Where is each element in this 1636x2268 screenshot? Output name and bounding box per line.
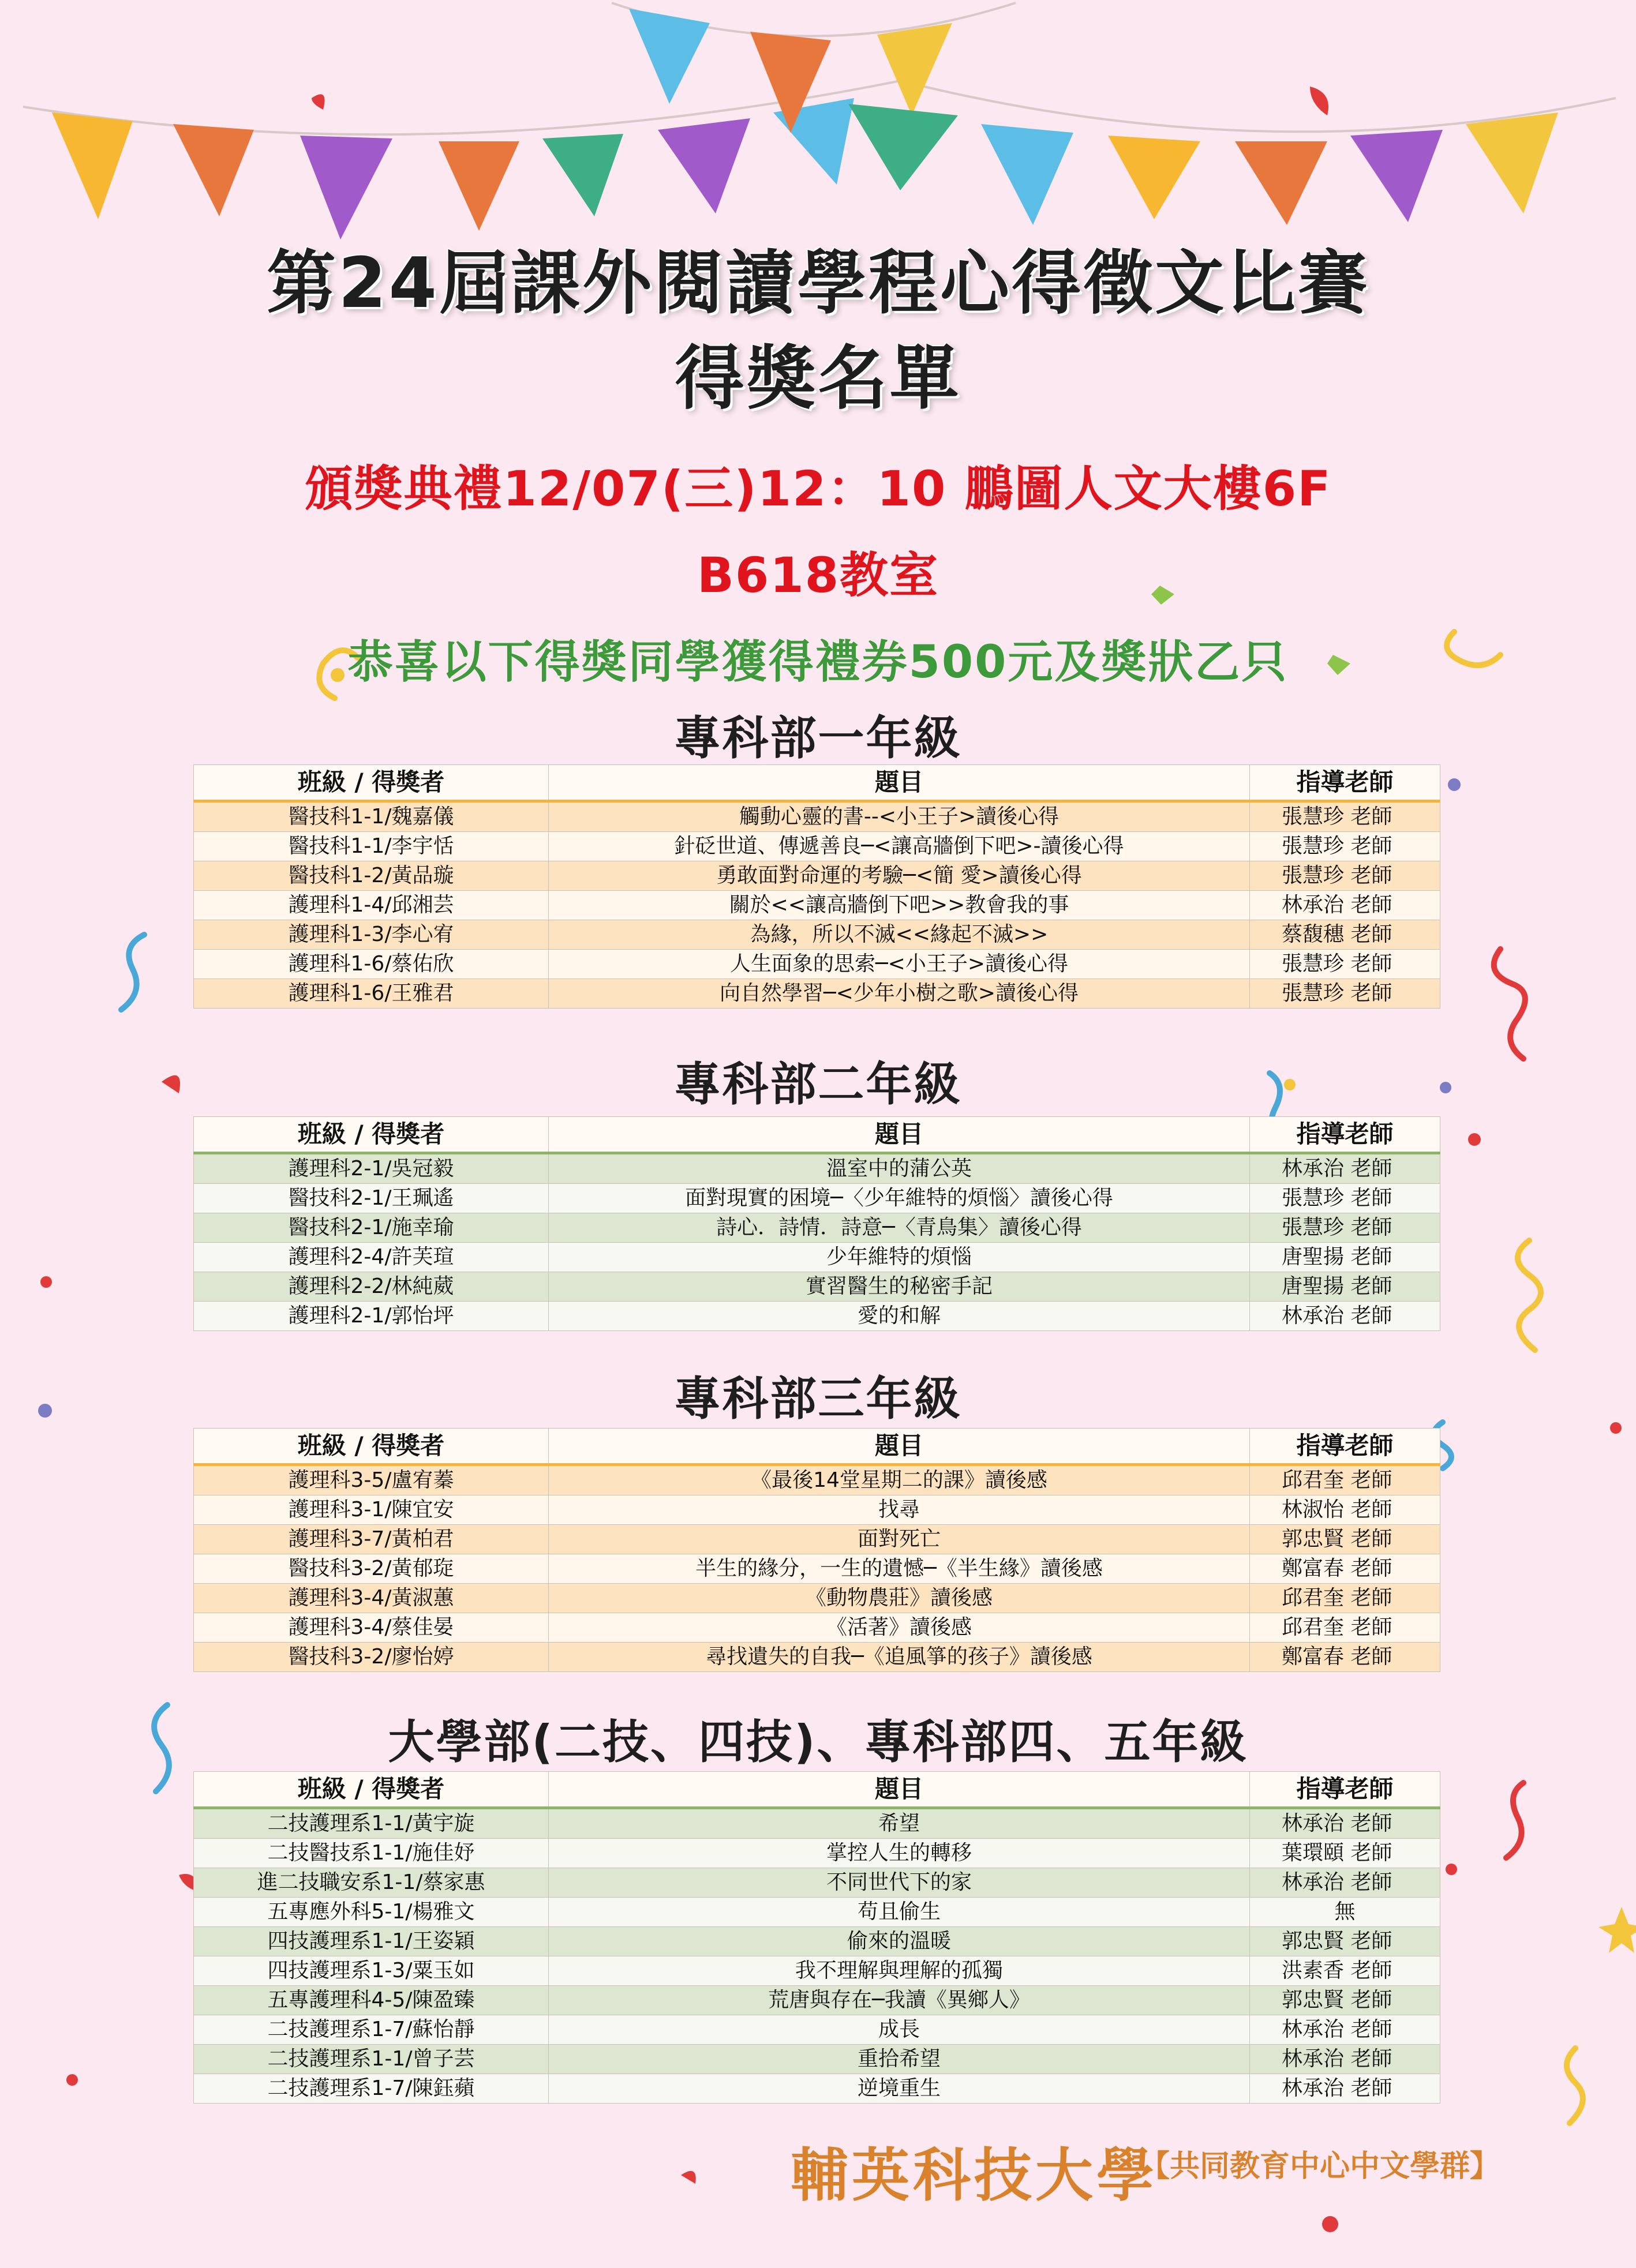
teacher-cell: 郭忠賢 老師 <box>1250 1986 1440 2015</box>
bunting-flag <box>1466 113 1558 213</box>
bunting-flag <box>300 136 392 239</box>
teacher-cell: 蔡馥穗 老師 <box>1250 920 1440 950</box>
header-topic: 題目 <box>549 1772 1250 1808</box>
student-cell: 醫技科2-1/施幸瑜 <box>194 1213 549 1243</box>
topic-cell: 苟且偷生 <box>549 1898 1250 1927</box>
teacher-cell: 邱君奎 老師 <box>1250 1613 1440 1643</box>
teacher-cell: 張慧珍 老師 <box>1250 832 1440 861</box>
bunting-flag <box>877 23 952 115</box>
topic-cell: 為緣，所以不滅<<緣起不滅>> <box>549 920 1250 950</box>
topic-cell: 不同世代下的家 <box>549 1868 1250 1898</box>
bunting-flag <box>1108 136 1200 219</box>
department-name: 【共同教育中心中文學群】 <box>1140 2149 1500 2184</box>
table-row <box>194 832 1440 861</box>
page-subtitle: 得獎名單 <box>675 339 961 419</box>
award-table <box>193 1771 1440 2104</box>
header-student: 班級 / 得獎者 <box>194 1772 549 1808</box>
table-row <box>194 1213 1440 1243</box>
bunting-flag <box>981 124 1073 225</box>
teacher-cell: 林承治 老師 <box>1250 1302 1440 1331</box>
student-cell: 四技護理系1-3/粟玉如 <box>194 1956 549 1986</box>
student-cell: 護理科1-6/王雅君 <box>194 979 549 1009</box>
table-row <box>194 1927 1440 1956</box>
student-cell: 醫技科2-1/王珮遙 <box>194 1184 549 1213</box>
topic-cell: 面對現實的困境─〈少年維特的煩惱〉讀後心得 <box>549 1184 1250 1213</box>
student-cell: 進二技職安系1-1/蔡家惠 <box>194 1868 549 1898</box>
section-title: 專科部一年級 <box>674 711 962 765</box>
bunting-flag <box>629 9 710 104</box>
topic-cell: 成長 <box>549 2015 1250 2045</box>
teacher-cell: 張慧珍 老師 <box>1250 979 1440 1009</box>
topic-cell: 向自然學習─<少年小樹之歌>讀後心得 <box>549 979 1250 1009</box>
student-cell: 護理科2-2/林純葳 <box>194 1272 549 1302</box>
student-cell: 護理科3-1/陳宜安 <box>194 1495 549 1525</box>
student-cell: 護理科1-3/李心宥 <box>194 920 549 950</box>
topic-cell: 勇敢面對命運的考驗─<簡 愛>讀後心得 <box>549 861 1250 891</box>
teacher-cell: 邱君奎 老師 <box>1250 1584 1440 1613</box>
student-cell: 護理科2-4/許芙瑄 <box>194 1243 549 1272</box>
table-header-row <box>194 1117 1440 1153</box>
bunting-flag <box>658 118 750 213</box>
table-row <box>194 2015 1440 2045</box>
congratulations-note: 恭喜以下得獎同學獲得禮券500元及獎狀乙只 <box>347 636 1289 688</box>
teacher-cell: 張慧珍 老師 <box>1250 801 1440 832</box>
table-row <box>194 1243 1440 1272</box>
table-row <box>194 1525 1440 1554</box>
topic-cell: 觸動心靈的書--<小王子>讀後心得 <box>549 801 1250 832</box>
topic-cell: 實習醫生的秘密手記 <box>549 1272 1250 1302</box>
topic-cell: 半生的緣分，一生的遺憾─《半生緣》讀後感 <box>549 1554 1250 1584</box>
table-row <box>194 1495 1440 1525</box>
bunting-flag <box>173 124 254 216</box>
topic-cell: 針砭世道、傳遞善良─<讓高牆倒下吧>-讀後心得 <box>549 832 1250 861</box>
student-cell: 二技護理系1-7/蘇怡靜 <box>194 2015 549 2045</box>
topic-cell: 荒唐與存在─我讀《異鄉人》 <box>549 1986 1250 2015</box>
table-row <box>194 1184 1440 1213</box>
student-cell: 護理科2-1/郭怡坪 <box>194 1302 549 1331</box>
topic-cell: 溫室中的蒲公英 <box>549 1153 1250 1184</box>
table-row <box>194 801 1440 832</box>
table-row <box>194 950 1440 979</box>
header-topic: 題目 <box>549 1117 1250 1153</box>
teacher-cell: 林承治 老師 <box>1250 2074 1440 2104</box>
bunting-flag <box>542 134 623 216</box>
topic-cell: 《活著》讀後感 <box>549 1613 1250 1643</box>
table-row <box>194 1584 1440 1613</box>
topic-cell: 人生面象的思索─<小王子>讀後心得 <box>549 950 1250 979</box>
topic-cell: 尋找遺失的自我─《追風箏的孩子》讀後感 <box>549 1643 1250 1672</box>
section-title: 大學部(二技、四技)、專科部四、五年級 <box>388 1715 1248 1769</box>
header-teacher: 指導老師 <box>1250 765 1440 801</box>
topic-cell: 面對死亡 <box>549 1525 1250 1554</box>
teacher-cell: 唐聖揚 老師 <box>1250 1272 1440 1302</box>
header-teacher: 指導老師 <box>1250 1772 1440 1808</box>
student-cell: 護理科3-7/黃柏君 <box>194 1525 549 1554</box>
teacher-cell: 林承治 老師 <box>1250 2015 1440 2045</box>
topic-cell: 掌控人生的轉移 <box>549 1839 1250 1868</box>
bunting-flag <box>848 104 958 190</box>
teacher-cell: 林淑怡 老師 <box>1250 1495 1440 1525</box>
teacher-cell: 鄭富春 老師 <box>1250 1554 1440 1584</box>
table-row <box>194 2074 1440 2104</box>
award-table <box>193 764 1440 1009</box>
header-topic: 題目 <box>549 765 1250 801</box>
topic-cell: 重拾希望 <box>549 2045 1250 2074</box>
student-cell: 二技護理系1-7/陳鈺蘋 <box>194 2074 549 2104</box>
section-title: 專科部三年級 <box>674 1372 962 1426</box>
teacher-cell: 鄭富春 老師 <box>1250 1643 1440 1672</box>
student-cell: 護理科3-4/黃淑蕙 <box>194 1584 549 1613</box>
table-row <box>194 2045 1440 2074</box>
student-cell: 醫技科3-2/廖怡婷 <box>194 1643 549 1672</box>
topic-cell: 逆境重生 <box>549 2074 1250 2104</box>
topic-cell: 《最後14堂星期二的課》讀後感 <box>549 1465 1250 1495</box>
header-teacher: 指導老師 <box>1250 1117 1440 1153</box>
topic-cell: 找尋 <box>549 1495 1250 1525</box>
topic-cell: 偷來的溫暖 <box>549 1927 1250 1956</box>
table-row <box>194 1839 1440 1868</box>
teacher-cell: 張慧珍 老師 <box>1250 1213 1440 1243</box>
ceremony-room: B618教室 <box>697 547 939 603</box>
teacher-cell: 葉環頤 老師 <box>1250 1839 1440 1868</box>
bunting-flag <box>52 113 133 219</box>
ceremony-info: 頒獎典禮12/07(三)12：10 鵬圖人文大樓6F <box>304 460 1332 517</box>
topic-cell: 希望 <box>549 1808 1250 1839</box>
student-cell: 醫技科1-1/李宇恬 <box>194 832 549 861</box>
teacher-cell: 林承治 老師 <box>1250 1153 1440 1184</box>
teacher-cell: 林承治 老師 <box>1250 2045 1440 2074</box>
topic-cell: 少年維特的煩惱 <box>549 1243 1250 1272</box>
header-student: 班級 / 得獎者 <box>194 765 549 801</box>
table-header-row <box>194 1429 1440 1465</box>
student-cell: 五專應外科5-1/楊雅文 <box>194 1898 549 1927</box>
table-row <box>194 1898 1440 1927</box>
topic-cell: 我不理解與理解的孤獨 <box>549 1956 1250 1986</box>
page-title: 第24屆課外閱讀學程心得徵文比賽 <box>267 243 1369 324</box>
teacher-cell: 郭忠賢 老師 <box>1250 1525 1440 1554</box>
table-row <box>194 1868 1440 1898</box>
teacher-cell: 邱君奎 老師 <box>1250 1465 1440 1495</box>
bunting-flag <box>1350 130 1443 222</box>
table-row <box>194 1153 1440 1184</box>
teacher-cell: 無 <box>1250 1898 1440 1927</box>
bunting-flag <box>439 141 519 231</box>
table-row <box>194 1272 1440 1302</box>
table-row <box>194 1808 1440 1839</box>
teacher-cell: 林承治 老師 <box>1250 1808 1440 1839</box>
table-row <box>194 891 1440 920</box>
teacher-cell: 林承治 老師 <box>1250 1868 1440 1898</box>
topic-cell: 愛的和解 <box>549 1302 1250 1331</box>
teacher-cell: 張慧珍 老師 <box>1250 950 1440 979</box>
student-cell: 護理科3-4/蔡佳晏 <box>194 1613 549 1643</box>
table-header-row <box>194 1772 1440 1808</box>
section-title: 專科部二年級 <box>674 1058 962 1111</box>
student-cell: 二技醫技系1-1/施佳妤 <box>194 1839 549 1868</box>
student-cell: 護理科1-4/邱湘芸 <box>194 891 549 920</box>
award-table <box>193 1116 1440 1331</box>
topic-cell: 詩心．詩情．詩意─〈青鳥集〉讀後心得 <box>549 1213 1250 1243</box>
table-row <box>194 979 1440 1009</box>
header-teacher: 指導老師 <box>1250 1429 1440 1465</box>
topic-cell: 關於<<讓高牆倒下吧>>教會我的事 <box>549 891 1250 920</box>
table-row <box>194 1643 1440 1672</box>
teacher-cell: 郭忠賢 老師 <box>1250 1927 1440 1956</box>
student-cell: 醫技科3-2/黃郁琁 <box>194 1554 549 1584</box>
header-student: 班級 / 得獎者 <box>194 1117 549 1153</box>
table-row <box>194 1986 1440 2015</box>
header-topic: 題目 <box>549 1429 1250 1465</box>
table-row <box>194 1613 1440 1643</box>
table-header-row <box>194 765 1440 801</box>
award-table <box>193 1428 1440 1672</box>
teacher-cell: 張慧珍 老師 <box>1250 861 1440 891</box>
bunting-flag <box>1235 141 1327 225</box>
student-cell: 醫技科1-2/黃品璇 <box>194 861 549 891</box>
student-cell: 護理科1-6/蔡佑欣 <box>194 950 549 979</box>
table-row <box>194 1554 1440 1584</box>
student-cell: 護理科3-5/盧宥蓁 <box>194 1465 549 1495</box>
school-name: 輔英科技大學 <box>791 2141 1158 2209</box>
table-row <box>194 861 1440 891</box>
student-cell: 二技護理系1-1/曾子芸 <box>194 2045 549 2074</box>
student-cell: 五專護理科4-5/陳盈臻 <box>194 1986 549 2015</box>
teacher-cell: 張慧珍 老師 <box>1250 1184 1440 1213</box>
topic-cell: 《動物農莊》讀後感 <box>549 1584 1250 1613</box>
student-cell: 護理科2-1/吳冠毅 <box>194 1153 549 1184</box>
header-student: 班級 / 得獎者 <box>194 1429 549 1465</box>
teacher-cell: 唐聖揚 老師 <box>1250 1243 1440 1272</box>
table-row <box>194 1302 1440 1331</box>
student-cell: 四技護理系1-1/王姿穎 <box>194 1927 549 1956</box>
table-row <box>194 1465 1440 1495</box>
table-row <box>194 920 1440 950</box>
student-cell: 二技護理系1-1/黃宇旋 <box>194 1808 549 1839</box>
table-row <box>194 1956 1440 1986</box>
teacher-cell: 洪素香 老師 <box>1250 1956 1440 1986</box>
student-cell: 醫技科1-1/魏嘉儀 <box>194 801 549 832</box>
teacher-cell: 林承治 老師 <box>1250 891 1440 920</box>
